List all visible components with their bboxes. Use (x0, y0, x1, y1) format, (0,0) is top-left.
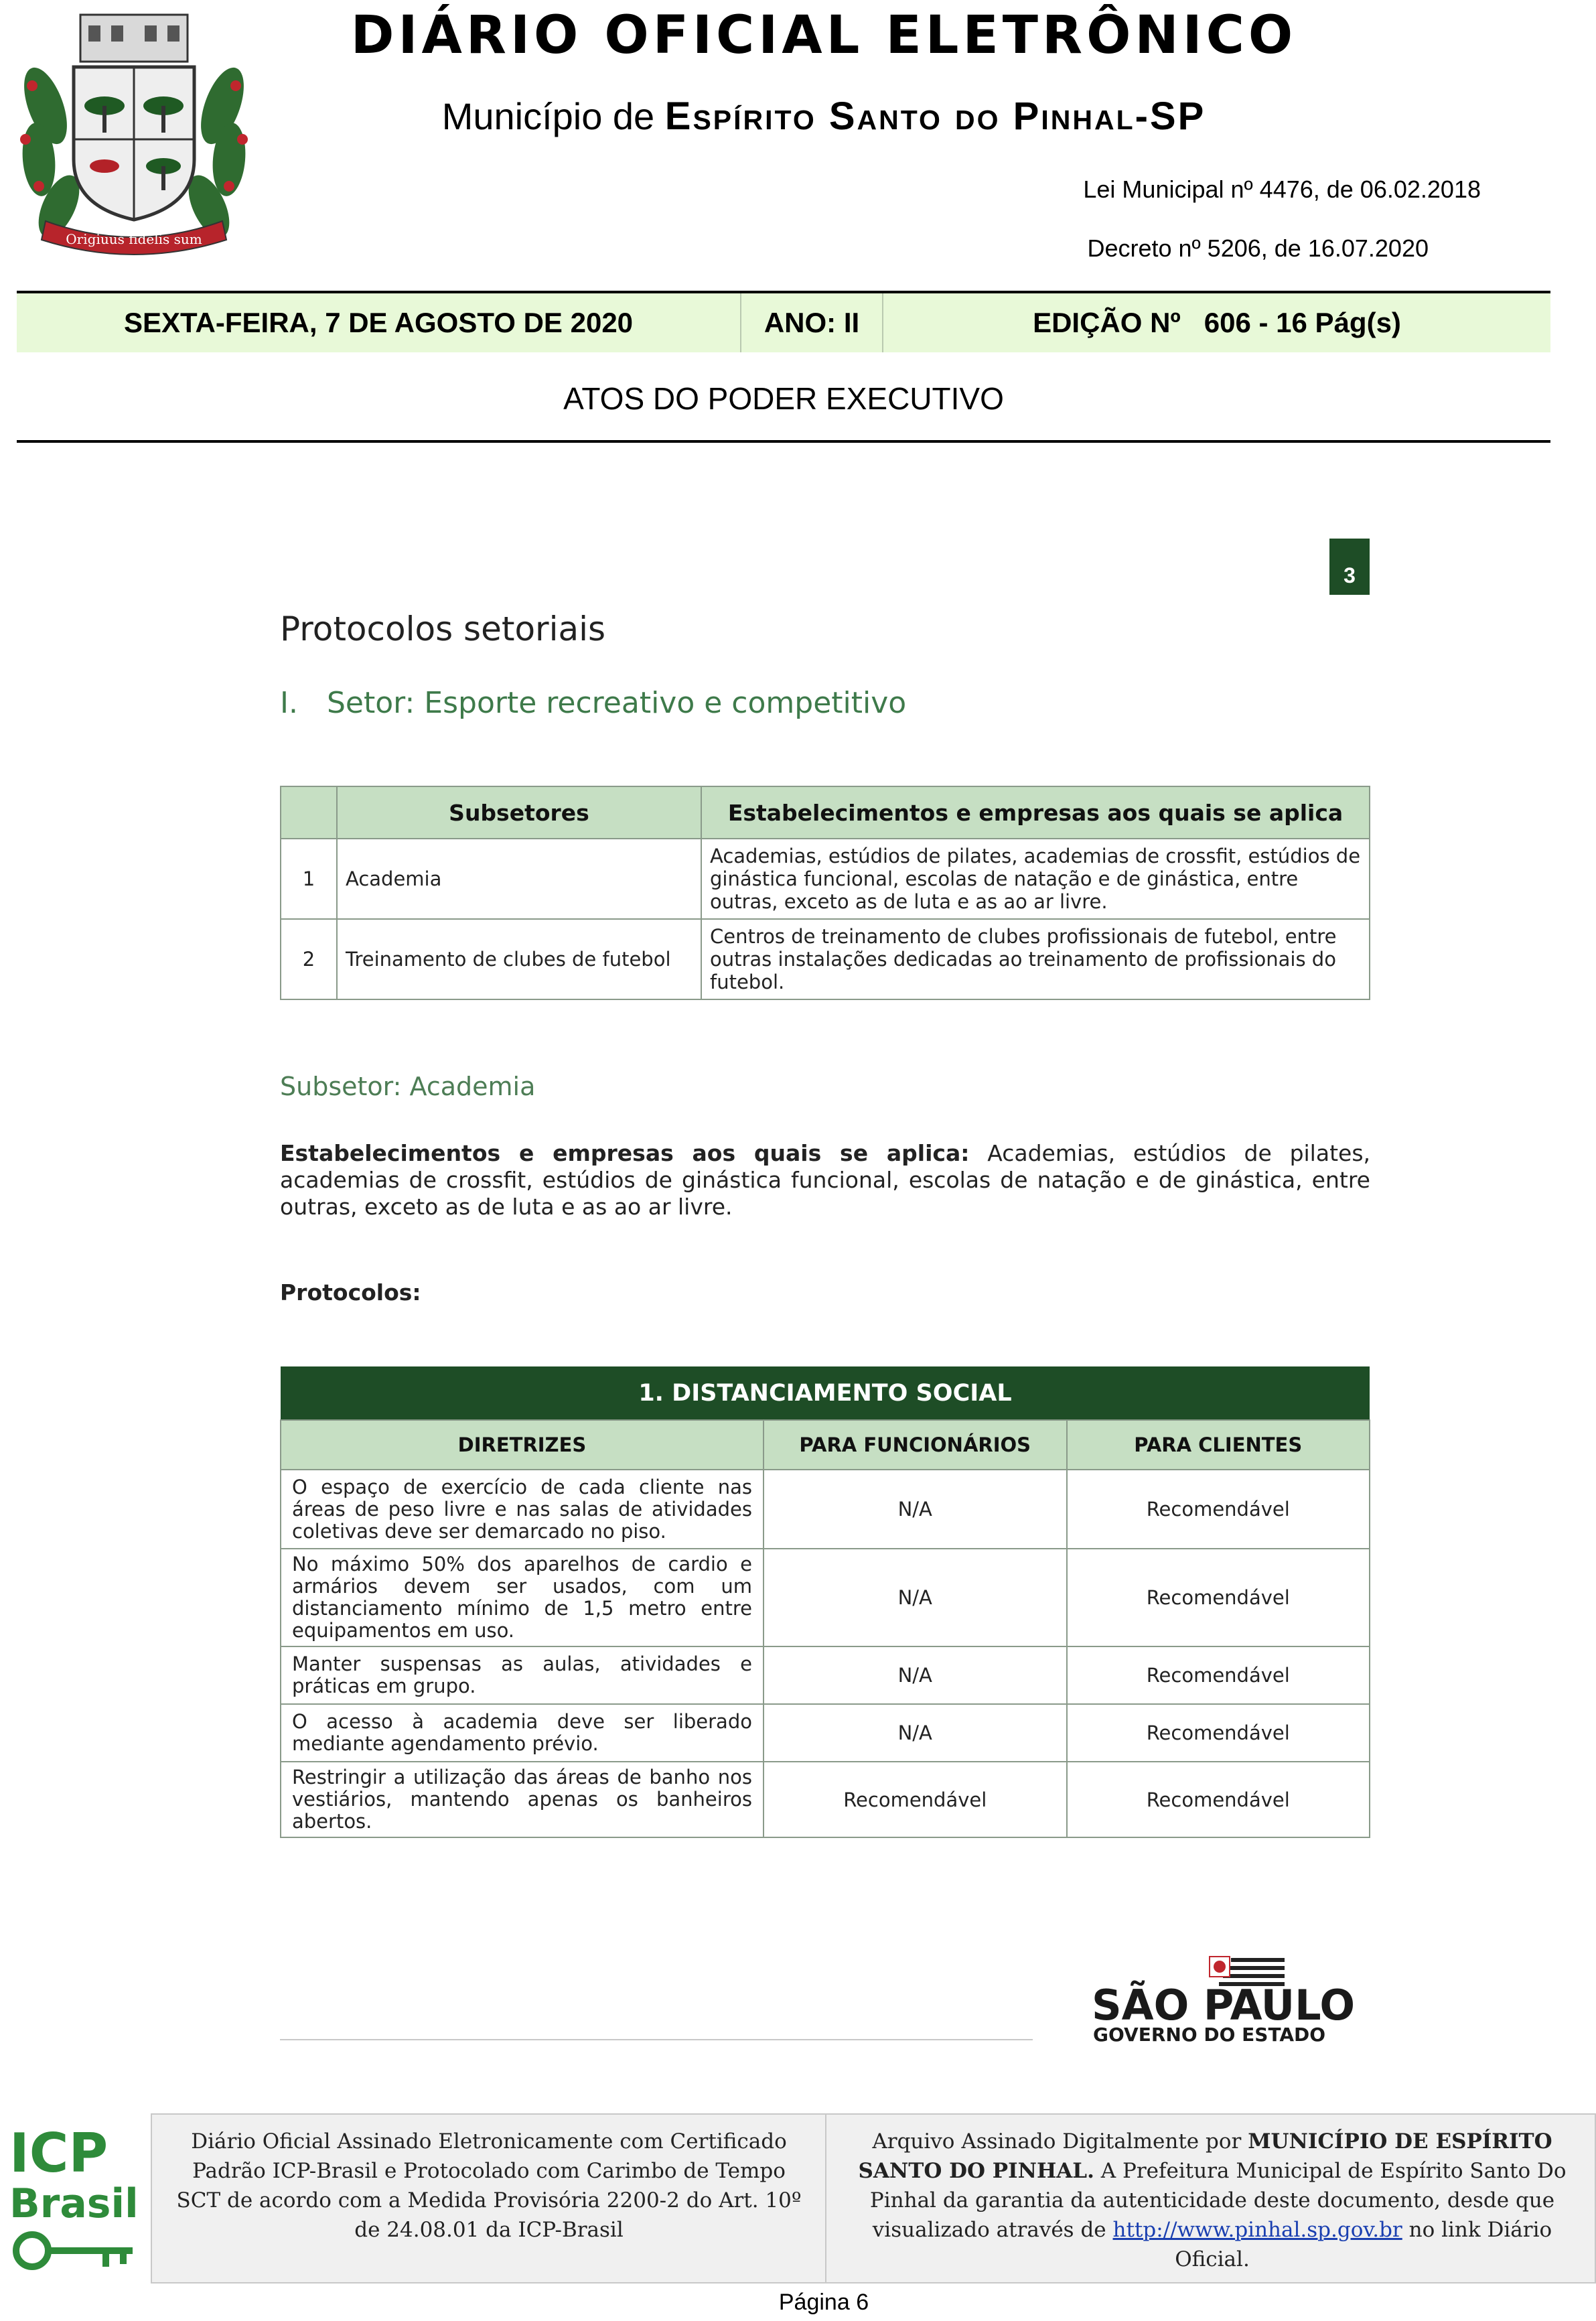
decree-reference: Decreto nº 5206, de 16.07.2020 (1087, 234, 1429, 262)
crest-motto: Origiuus fidelis sum (66, 231, 202, 247)
employees-cell: Recomendável (764, 1762, 1067, 1837)
signature-prefix: Arquivo Assinado Digitalmente por (872, 2129, 1242, 2154)
social-distancing-table (280, 1366, 1370, 1838)
sector-number: I. (280, 686, 298, 720)
signature-body: A Prefeitura Municipal de Espírito Santo Do Pinhal da garantia da autenticidade deste documento, desde que visualizado através de (869, 2159, 1567, 2242)
table-row (281, 1470, 1370, 1549)
source-page-badge: 3 (1329, 539, 1370, 595)
row-establishments: Academias, estúdios de pilates, academias de crossfit, estúdios de ginástica funcional, escolas de natação e de ginástica, entre outras, exceto as de luta e as ao ar livre. (701, 839, 1370, 919)
clients-cell: Recomendável (1067, 1470, 1370, 1549)
sector-heading (280, 686, 906, 720)
clients-cell: Recomendável (1067, 1704, 1370, 1762)
law-reference: Lei Municipal nº 4476, de 06.02.2018 (1083, 175, 1481, 203)
signature-suffix: no link Diário Oficial. (1175, 2218, 1552, 2271)
table-header-row (281, 1420, 1370, 1470)
employees-cell: N/A (764, 1549, 1067, 1646)
table-header-index (281, 786, 337, 839)
establishments-label: Estabelecimentos e empresas aos quais se aplica: (280, 1140, 970, 1166)
sp-logo-tagline: GOVERNO DO ESTADO (1093, 2024, 1326, 2046)
page-number: Página 6 (778, 2290, 869, 2315)
table-row (281, 1704, 1370, 1762)
clients-cell: Recomendável (1067, 1646, 1370, 1704)
sector-label: Setor: Esporte recreativo e competitivo (327, 686, 907, 720)
row-number: 2 (281, 919, 337, 999)
signature-entity: MUNICÍPIO DE ESPÍRITO SANTO DO PINHAL. (858, 2129, 1552, 2183)
establishments-text: Academias, estúdios de pilates, academias de crossfit, estúdios de ginástica funcional, escolas de natação e de ginástica, entre outras, exceto as de luta e as ao ar livre. (280, 1140, 1370, 1220)
icp-logo-line2: Brasil (9, 2180, 139, 2227)
key-icon (16, 2235, 133, 2267)
guideline-cell: Manter suspensas as aulas, atividades e práticas em grupo. (281, 1646, 764, 1704)
row-number: 1 (281, 839, 337, 919)
table-banner-row (281, 1366, 1370, 1420)
clients-cell: Recomendável (1067, 1762, 1370, 1837)
municipality-subtitle (295, 94, 1353, 139)
footer-certification-text: Diário Oficial Assinado Eletronicamente com Certificado Padrão ICP-Brasil e Protocolado com Carimbo de Tempo SCT de acordo com a Medida Provisória 2200-2 do Art. 10º de 24.08.01 da ICP-Brasil (176, 2129, 802, 2242)
employees-cell: N/A (764, 1646, 1067, 1704)
footer-signature-text (844, 2127, 1581, 2274)
table-row (281, 919, 1370, 999)
table-row (281, 1646, 1370, 1704)
edition-number: EDIÇÃO Nº 606 - 16 Pág(s) (1033, 307, 1401, 338)
row-subsector: Treinamento de clubes de futebol (337, 919, 701, 999)
establishments-paragraph (280, 1140, 1370, 1220)
publication-year: ANO: II (764, 307, 860, 338)
table-row (281, 1762, 1370, 1837)
guideline-cell: O acesso à academia deve ser liberado mediante agendamento prévio. (281, 1704, 764, 1762)
employees-cell: N/A (764, 1470, 1067, 1549)
table-header-subsectors: Subsetores (337, 786, 701, 839)
subtitle-city: Espírito Santo do Pinhal-SP (664, 94, 1206, 138)
header-employees: PARA FUNCIONÁRIOS (764, 1420, 1067, 1470)
table-row (281, 839, 1370, 919)
employees-cell: N/A (764, 1704, 1067, 1762)
icp-logo-line1: ICP (9, 2123, 108, 2184)
header-divider-bottom (17, 440, 1550, 443)
publication-date: SEXTA-FEIRA, 7 DE AGOSTO DE 2020 (123, 307, 634, 338)
section-title: ATOS DO PODER EXECUTIVO (563, 381, 1004, 416)
subsector-heading: Subsetor: Academia (280, 1072, 536, 1101)
subtitle-prefix: Município de (441, 95, 655, 137)
gazette-title: DIÁRIO OFICIAL ELETRÔNICO (350, 5, 1297, 66)
sao-paulo-government-logo (1092, 1953, 1373, 2046)
content-divider (280, 2039, 1033, 2040)
protocols-label: Protocolos: (280, 1279, 421, 1306)
table-banner: 1. DISTANCIAMENTO SOCIAL (281, 1366, 1370, 1420)
guideline-cell: Restringir a utilização das áreas de banho nos vestiários, mantendo apenas os banheiros abertos. (281, 1762, 764, 1837)
subsectors-table (280, 786, 1370, 1000)
table-header-row (281, 786, 1370, 839)
table-row (281, 1549, 1370, 1646)
sp-logo-wordmark: SÃO PAULO (1092, 1981, 1356, 2030)
header-clients: PARA CLIENTES (1067, 1420, 1370, 1470)
icp-brasil-logo (5, 2123, 139, 2277)
guideline-cell: No máximo 50% dos aparelhos de cardio e armários devem ser usados, com um distanciamento mínimo de 1,5 metro entre equipamentos em uso. (281, 1549, 764, 1646)
municipal-crest-logo (5, 5, 263, 260)
row-establishments: Centros de treinamento de clubes profissionais de futebol, entre outras instalações dedicadas ao treinamento de profissionais do futebol. (701, 919, 1370, 999)
row-subsector: Academia (337, 839, 701, 919)
table-header-establishments: Estabelecimentos e empresas aos quais se aplica (701, 786, 1370, 839)
portal-link[interactable]: http://www.pinhal.sp.gov.br (1112, 2218, 1402, 2242)
clients-cell: Recomendável (1067, 1549, 1370, 1646)
footer-divider (825, 2113, 826, 2283)
edition-info-bar (17, 293, 1550, 352)
header-guidelines: DIRETRIZES (281, 1420, 764, 1470)
guideline-cell: O espaço de exercício de cada cliente nas áreas de peso livre e nas salas de atividades coletivas deve ser demarcado no piso. (281, 1470, 764, 1549)
protocols-title: Protocolos setoriais (280, 610, 606, 648)
